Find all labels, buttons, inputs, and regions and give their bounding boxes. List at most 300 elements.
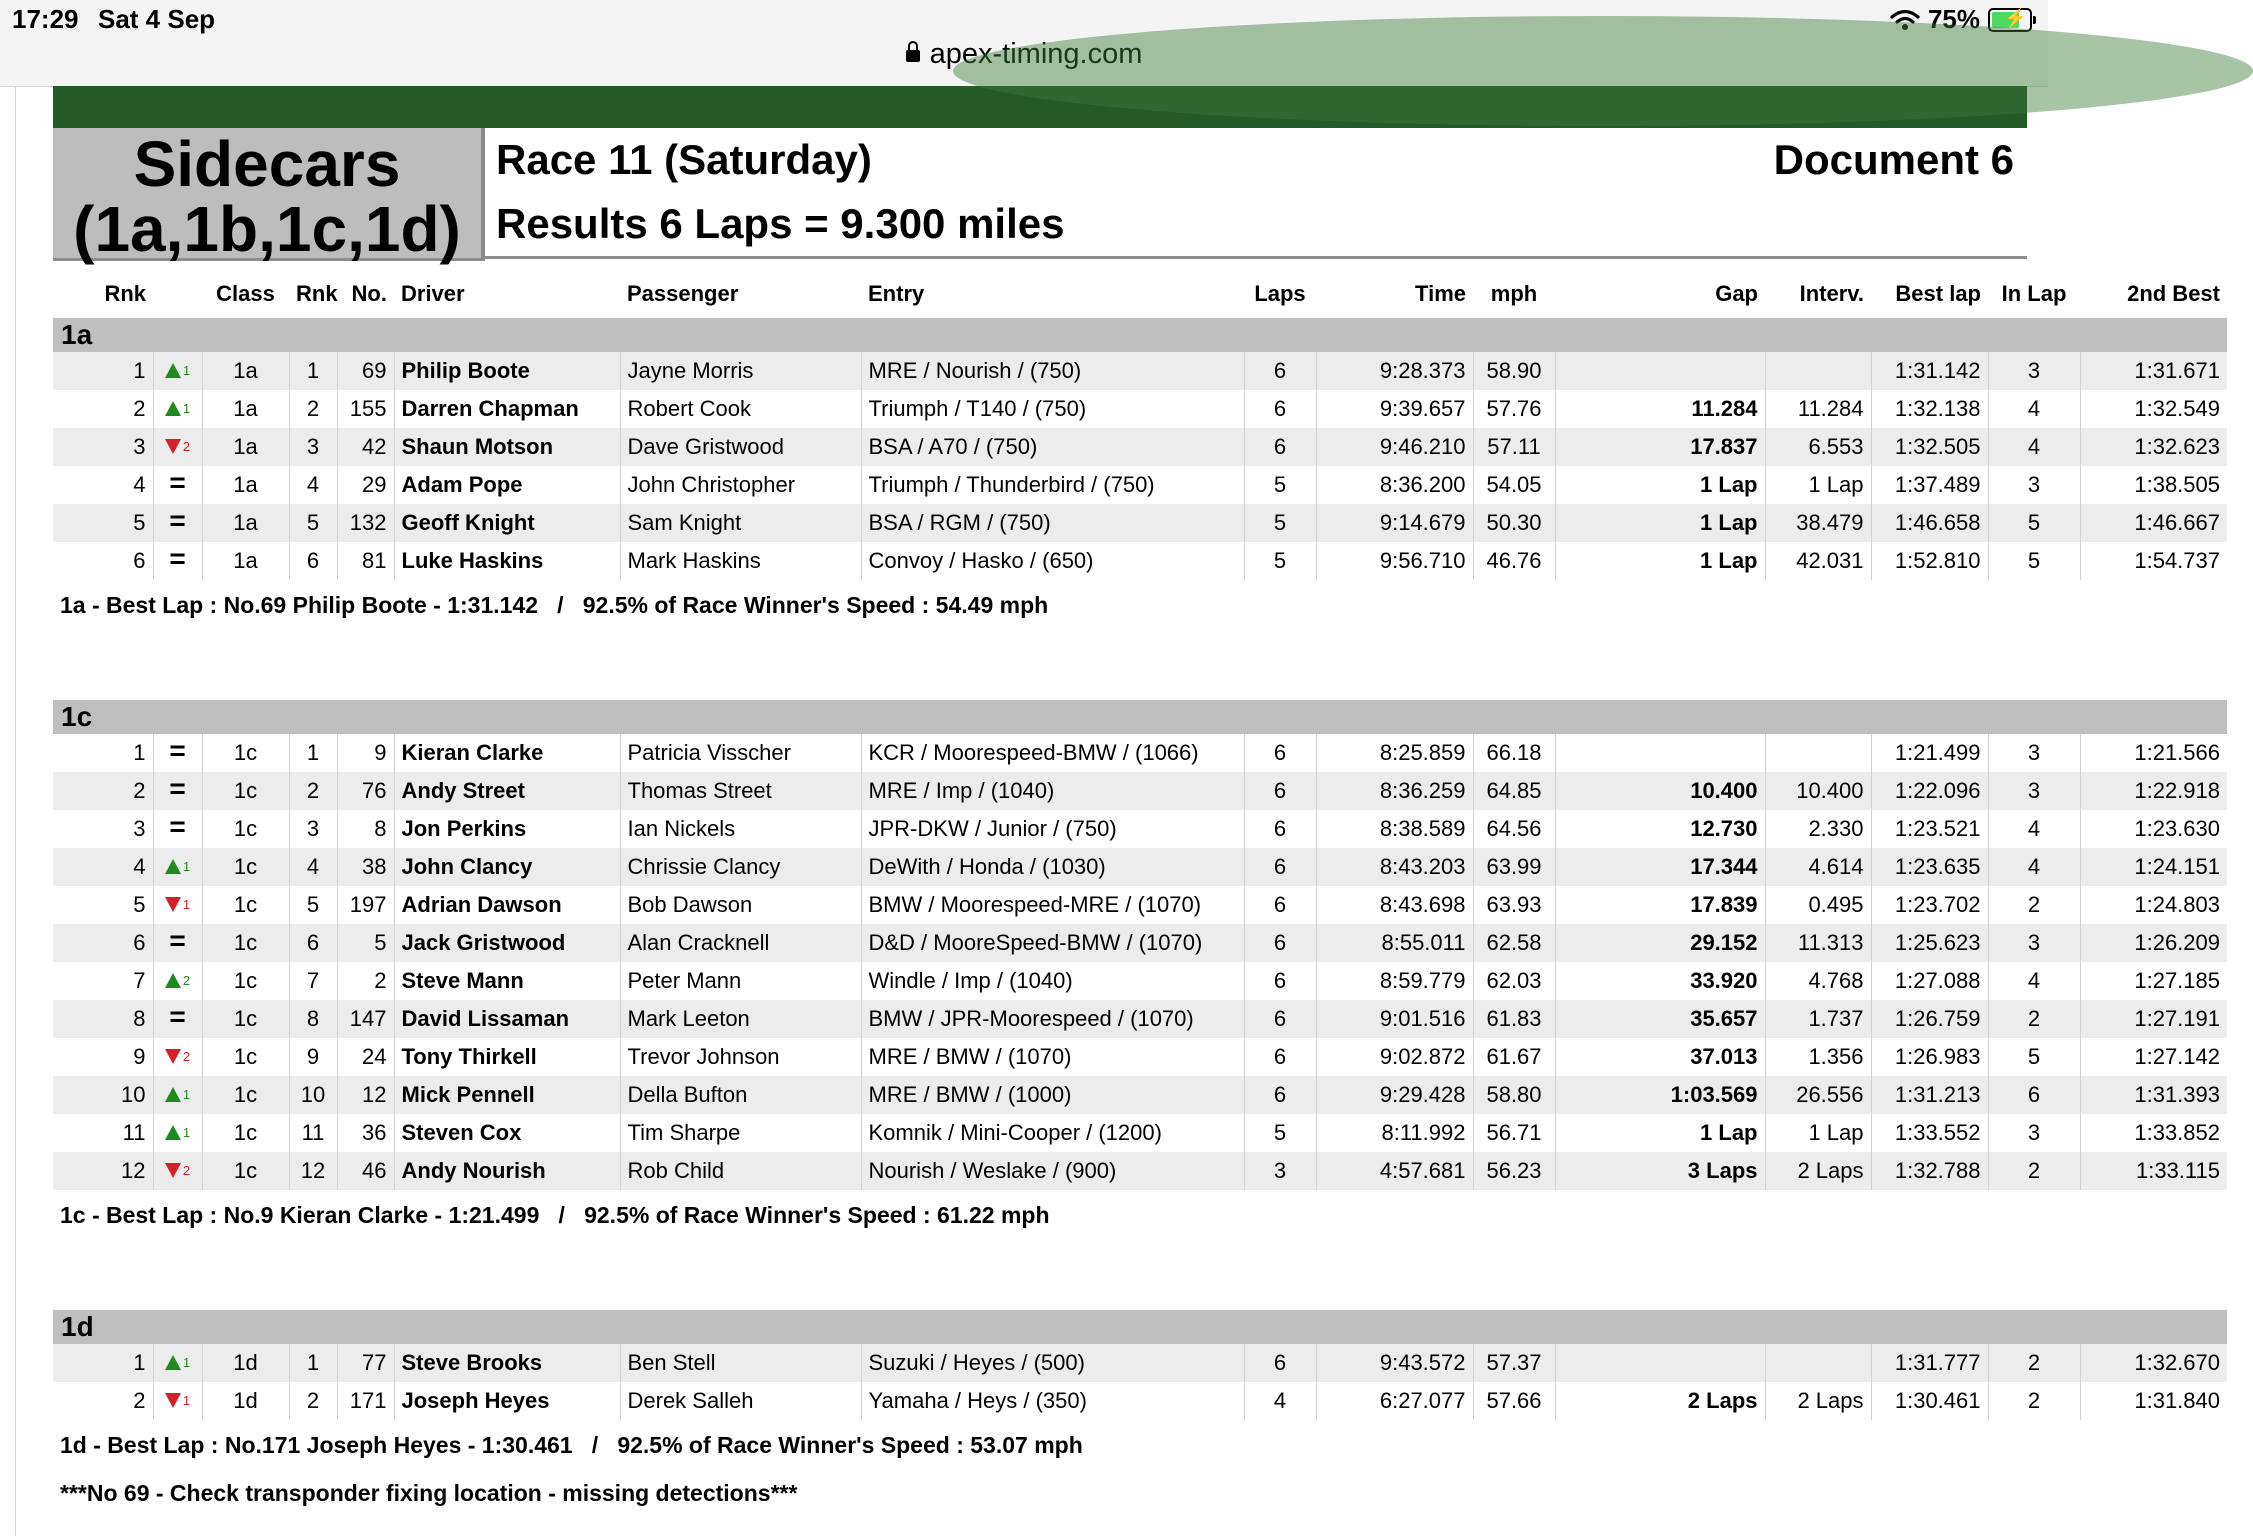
position-change xyxy=(153,810,202,848)
position-change xyxy=(153,848,202,886)
results-table xyxy=(53,270,2227,1470)
passenger-cell: Mark Haskins xyxy=(620,542,861,580)
green-banner xyxy=(53,86,2027,128)
driver-cell: Darren Chapman xyxy=(394,390,620,428)
rank-cell: 3 xyxy=(53,810,153,848)
position-change-count: 1 xyxy=(182,1087,191,1102)
interval-cell: 1.356 xyxy=(1765,1038,1871,1076)
mph-cell: 57.66 xyxy=(1473,1382,1555,1420)
position-change-indicator xyxy=(169,467,186,498)
in-lap-cell: 2 xyxy=(1988,886,2080,924)
position-change xyxy=(153,352,202,390)
driver-cell: Luke Haskins xyxy=(394,542,620,580)
passenger-cell: Bob Dawson xyxy=(620,886,861,924)
class-rank-cell: 1 xyxy=(289,1344,337,1382)
passenger-cell: Trevor Johnson xyxy=(620,1038,861,1076)
in-lap-cell: 4 xyxy=(1988,962,2080,1000)
driver-cell: Andy Street xyxy=(394,772,620,810)
arrow-up-icon xyxy=(165,1355,181,1370)
laps-cell: 6 xyxy=(1244,848,1316,886)
best-lap-cell: 1:31.777 xyxy=(1871,1344,1988,1382)
best-lap-cell: 1:32.788 xyxy=(1871,1152,1988,1190)
time-cell: 8:25.859 xyxy=(1316,734,1473,772)
gap-cell: 1 Lap xyxy=(1555,466,1765,504)
passenger-cell: Chrissie Clancy xyxy=(620,848,861,886)
time-cell: 9:02.872 xyxy=(1316,1038,1473,1076)
class-cell: 1c xyxy=(202,1038,289,1076)
class-cell: 1c xyxy=(202,1114,289,1152)
table-row xyxy=(53,924,2227,962)
mph-cell: 66.18 xyxy=(1473,734,1555,772)
laps-cell: 6 xyxy=(1244,734,1316,772)
position-change xyxy=(153,466,202,504)
in-lap-cell: 5 xyxy=(1988,1038,2080,1076)
second-best-cell: 1:33.852 xyxy=(2134,1120,2220,1145)
table-row xyxy=(53,848,2227,886)
number-cell: 76 xyxy=(337,772,394,810)
driver-cell: John Clancy xyxy=(394,848,620,886)
class-group-header xyxy=(53,318,2227,352)
rank-cell: 10 xyxy=(53,1076,153,1114)
driver-cell: David Lissaman xyxy=(394,1000,620,1038)
table-row xyxy=(53,1114,2227,1152)
laps-cell: 6 xyxy=(1244,352,1316,390)
entry-cell: KCR / Moorespeed-BMW / (1066) xyxy=(861,734,1244,772)
position-change-indicator xyxy=(165,439,190,454)
class-cell: 1c xyxy=(202,772,289,810)
entry-cell: Triumph / T140 / (750) xyxy=(861,390,1244,428)
series-title: Sidecars xyxy=(133,128,401,200)
mph-cell: 62.03 xyxy=(1473,962,1555,1000)
interval-cell: 2 Laps xyxy=(1765,1152,1871,1190)
position-change-count: 1 xyxy=(182,859,191,874)
best-lap-cell: 1:31.142 xyxy=(1871,352,1988,390)
class-rank-cell: 5 xyxy=(289,504,337,542)
position-change-indicator xyxy=(165,401,190,416)
col-in-lap: In Lap xyxy=(2001,281,2067,306)
table-header-row xyxy=(53,270,2227,318)
battery-percent: 75% xyxy=(1927,4,1980,34)
laps-cell: 3 xyxy=(1244,1152,1316,1190)
arrow-down-icon xyxy=(165,1049,181,1064)
rank-cell: 5 xyxy=(53,886,153,924)
gap-cell: 17.837 xyxy=(1555,428,1765,466)
position-change-indicator xyxy=(169,925,186,956)
entry-cell: BSA / RGM / (750) xyxy=(861,504,1244,542)
second-best-cell: 1:32.670 xyxy=(2080,1344,2227,1382)
class-best-lap-note: 1d - Best Lap : No.171 Joseph Heyes - 1:30.461 / 92.5% of Race Winner's Speed : 53.07 mph xyxy=(60,1431,1083,1458)
mph-cell: 58.80 xyxy=(1473,1076,1555,1114)
col-entry: Entry xyxy=(868,281,925,306)
gap-cell: 12.730 xyxy=(1555,810,1765,848)
class-cell: 1a xyxy=(202,466,289,504)
class-rank-cell: 9 xyxy=(289,1038,337,1076)
gap-cell: 1 Lap xyxy=(1555,504,1765,542)
in-lap-cell: 3 xyxy=(1988,352,2080,390)
rank-cell: 4 xyxy=(53,848,153,886)
group-spacer xyxy=(53,1240,2227,1310)
number-cell: 42 xyxy=(337,428,394,466)
passenger-cell: John Christopher xyxy=(620,466,861,504)
position-change-count: 1 xyxy=(182,897,191,912)
number-cell: 46 xyxy=(337,1152,394,1190)
class-cell: 1c xyxy=(202,962,289,1000)
class-rank-cell: 6 xyxy=(289,542,337,580)
in-lap-cell: 6 xyxy=(1988,1076,2080,1114)
table-row xyxy=(53,1038,2227,1076)
class-cell: 1c xyxy=(202,848,289,886)
page-edge-line xyxy=(15,86,16,1536)
time-cell: 8:55.011 xyxy=(1316,924,1473,962)
laps-cell: 6 xyxy=(1244,1344,1316,1382)
class-group-label: 1c xyxy=(53,700,2227,734)
mph-cell: 50.30 xyxy=(1473,504,1555,542)
gap-cell xyxy=(1555,734,1765,772)
time-cell: 9:43.572 xyxy=(1316,1344,1473,1382)
position-change-indicator xyxy=(165,859,190,874)
time-cell: 8:11.992 xyxy=(1316,1114,1473,1152)
entry-cell: MRE / Nourish / (750) xyxy=(861,352,1244,390)
class-rank-cell: 2 xyxy=(289,772,337,810)
interval-cell: 2.330 xyxy=(1765,810,1871,848)
rank-cell: 1 xyxy=(53,352,153,390)
best-lap-cell: 1:22.096 xyxy=(1871,772,1988,810)
interval-cell: 1.737 xyxy=(1765,1000,1871,1038)
class-cell: 1c xyxy=(202,1000,289,1038)
laps-cell: 6 xyxy=(1244,886,1316,924)
rank-cell: 5 xyxy=(53,504,153,542)
driver-cell: Steven Cox xyxy=(394,1114,620,1152)
number-cell: 132 xyxy=(337,504,394,542)
class-rank-cell: 11 xyxy=(289,1114,337,1152)
no-change-icon: = xyxy=(169,1001,186,1032)
interval-cell: 6.553 xyxy=(1765,428,1871,466)
class-cell: 1a xyxy=(202,390,289,428)
status-time: 17:29 xyxy=(12,4,79,34)
position-change xyxy=(153,542,202,580)
interval-cell: 11.313 xyxy=(1765,924,1871,962)
gap-cell: 37.013 xyxy=(1555,1038,1765,1076)
position-change xyxy=(153,1076,202,1114)
lock-icon xyxy=(906,50,920,62)
laps-cell: 4 xyxy=(1244,1382,1316,1420)
passenger-cell: Peter Mann xyxy=(620,962,861,1000)
position-change-count: 1 xyxy=(182,1355,191,1370)
table-row xyxy=(53,428,2227,466)
in-lap-cell: 5 xyxy=(1988,504,2080,542)
class-cell: 1a xyxy=(202,428,289,466)
mph-cell: 63.93 xyxy=(1473,886,1555,924)
no-change-icon: = xyxy=(169,735,186,766)
table-row xyxy=(53,1076,2227,1114)
rank-cell: 2 xyxy=(53,772,153,810)
gap-cell: 35.657 xyxy=(1555,1000,1765,1038)
mph-cell: 63.99 xyxy=(1473,848,1555,886)
position-change-indicator xyxy=(165,1087,190,1102)
class-best-lap-note-row xyxy=(53,580,2227,630)
position-change xyxy=(153,1152,202,1190)
driver-cell: Andy Nourish xyxy=(394,1152,620,1190)
class-group-label: 1a xyxy=(53,318,2227,352)
class-rank-cell: 5 xyxy=(289,886,337,924)
class-rank-cell: 8 xyxy=(289,1000,337,1038)
best-lap-cell: 1:23.521 xyxy=(1871,810,1988,848)
number-cell: 197 xyxy=(337,886,394,924)
passenger-cell: Derek Salleh xyxy=(620,1382,861,1420)
mph-cell: 57.11 xyxy=(1473,428,1555,466)
driver-cell: Jon Perkins xyxy=(394,810,620,848)
col-time: Time xyxy=(1415,281,1466,306)
laps-cell: 6 xyxy=(1244,810,1316,848)
header-divider xyxy=(485,256,2027,259)
col-class: Class xyxy=(216,281,275,306)
second-best-cell: 1:27.191 xyxy=(2080,1000,2227,1038)
laps-cell: 6 xyxy=(1244,924,1316,962)
col-second-best: 2nd Best xyxy=(2127,281,2220,306)
class-group-header xyxy=(53,1310,2227,1344)
second-best-cell: 1:24.803 xyxy=(2134,892,2220,917)
gap-cell: 1 Lap xyxy=(1555,542,1765,580)
rank-cell: 11 xyxy=(53,1114,153,1152)
mph-cell: 57.76 xyxy=(1473,390,1555,428)
number-cell: 29 xyxy=(337,466,394,504)
second-best-cell: 1:31.393 xyxy=(2080,1076,2227,1114)
passenger-cell: Tim Sharpe xyxy=(620,1114,861,1152)
table-row xyxy=(53,962,2227,1000)
second-best-cell: 1:21.566 xyxy=(2134,740,2220,765)
laps-cell: 6 xyxy=(1244,772,1316,810)
mph-cell: 64.85 xyxy=(1473,772,1555,810)
class-cell: 1a xyxy=(202,352,289,390)
in-lap-cell: 2 xyxy=(1988,1344,2080,1382)
position-change-indicator xyxy=(169,811,186,842)
number-cell: 8 xyxy=(337,810,394,848)
position-change xyxy=(153,504,202,542)
entry-cell: D&D / MooreSpeed-BMW / (1070) xyxy=(861,924,1244,962)
no-change-icon: = xyxy=(169,467,186,498)
number-cell: 171 xyxy=(337,1382,394,1420)
driver-cell: Adrian Dawson xyxy=(394,886,620,924)
table-row xyxy=(53,1382,2227,1420)
class-cell: 1c xyxy=(202,810,289,848)
driver-cell: Jack Gristwood xyxy=(394,924,620,962)
col-mph: mph xyxy=(1490,281,1538,306)
rank-cell: 2 xyxy=(53,1382,153,1420)
driver-cell: Kieran Clarke xyxy=(394,734,620,772)
class-best-lap-note-row xyxy=(53,1190,2227,1240)
entry-cell: BMW / Moorespeed-MRE / (1070) xyxy=(861,886,1244,924)
best-lap-cell: 1:25.623 xyxy=(1871,924,1988,962)
position-change-indicator xyxy=(169,505,186,536)
passenger-cell: Rob Child xyxy=(620,1152,861,1190)
interval-cell: 38.479 xyxy=(1765,504,1871,542)
position-change-count: 2 xyxy=(182,1163,191,1178)
gap-cell: 3 Laps xyxy=(1555,1152,1765,1190)
class-rank-cell: 3 xyxy=(289,810,337,848)
class-rank-cell: 1 xyxy=(289,352,337,390)
in-lap-cell: 3 xyxy=(1988,466,2080,504)
mph-cell: 56.23 xyxy=(1473,1152,1555,1190)
rank-cell: 1 xyxy=(53,734,153,772)
interval-cell: 10.400 xyxy=(1765,772,1871,810)
second-best-cell: 1:46.667 xyxy=(2080,504,2227,542)
gap-cell: 17.344 xyxy=(1555,848,1765,886)
col-rnk: Rnk xyxy=(104,281,146,306)
passenger-cell: Ben Stell xyxy=(620,1344,861,1382)
best-lap-cell: 1:23.702 xyxy=(1871,886,1988,924)
laps-cell: 5 xyxy=(1244,1114,1316,1152)
position-change xyxy=(153,962,202,1000)
position-change-count: 2 xyxy=(182,439,191,454)
driver-cell: Steve Brooks xyxy=(394,1344,620,1382)
position-change-indicator xyxy=(165,897,190,912)
second-best-cell: 1:31.840 xyxy=(2134,1388,2220,1413)
class-cell: 1c xyxy=(202,1076,289,1114)
time-cell: 8:59.779 xyxy=(1316,962,1473,1000)
best-lap-cell: 1:26.983 xyxy=(1871,1038,1988,1076)
no-change-icon: = xyxy=(169,811,186,842)
in-lap-cell: 2 xyxy=(1988,1000,2080,1038)
number-cell: 5 xyxy=(337,924,394,962)
laps-cell: 5 xyxy=(1244,504,1316,542)
class-rank-cell: 7 xyxy=(289,962,337,1000)
entry-cell: Komnik / Mini-Cooper / (1200) xyxy=(861,1114,1244,1152)
driver-cell: Mick Pennell xyxy=(394,1076,620,1114)
mph-cell: 46.76 xyxy=(1473,542,1555,580)
gap-cell: 17.839 xyxy=(1555,886,1765,924)
position-change xyxy=(153,1382,202,1420)
class-rank-cell: 1 xyxy=(289,734,337,772)
in-lap-cell: 2 xyxy=(1988,1382,2080,1420)
entry-cell: MRE / Imp / (1040) xyxy=(861,772,1244,810)
table-row xyxy=(53,466,2227,504)
position-change-count: 2 xyxy=(182,973,191,988)
number-cell: 69 xyxy=(337,352,394,390)
driver-cell: Tony Thirkell xyxy=(394,1038,620,1076)
best-lap-cell: 1:30.461 xyxy=(1871,1382,1988,1420)
arrow-up-icon xyxy=(165,1087,181,1102)
time-cell: 8:36.259 xyxy=(1316,772,1473,810)
rank-cell: 12 xyxy=(53,1152,153,1190)
second-best-cell: 1:33.115 xyxy=(2080,1152,2227,1190)
time-cell: 9:28.373 xyxy=(1316,352,1473,390)
interval-cell: 4.768 xyxy=(1765,962,1871,1000)
rank-cell: 6 xyxy=(53,542,153,580)
time-cell: 9:39.657 xyxy=(1316,390,1473,428)
no-change-icon: = xyxy=(169,925,186,956)
driver-cell: Adam Pope xyxy=(394,466,620,504)
interval-cell xyxy=(1765,1344,1871,1382)
second-best-cell: 1:27.142 xyxy=(2134,1044,2220,1069)
entry-cell: Convoy / Hasko / (650) xyxy=(861,542,1244,580)
interval-cell xyxy=(1765,734,1871,772)
position-change-indicator xyxy=(165,1393,190,1408)
interval-cell: 4.614 xyxy=(1765,848,1871,886)
time-cell: 8:36.200 xyxy=(1316,466,1473,504)
col-no: No. xyxy=(351,281,387,306)
series-title-box xyxy=(53,128,485,265)
position-change-count: 2 xyxy=(182,1049,191,1064)
table-row xyxy=(53,504,2227,542)
class-best-lap-note: 1c - Best Lap : No.9 Kieran Clarke - 1:21.499 / 92.5% of Race Winner's Speed : 61.22 mph xyxy=(60,1201,1050,1228)
entry-cell: MRE / BMW / (1000) xyxy=(861,1076,1244,1114)
position-change-indicator xyxy=(165,1125,190,1140)
entry-cell: Windle / Imp / (1040) xyxy=(861,962,1244,1000)
position-change-count: 1 xyxy=(182,1393,191,1408)
class-cell: 1a xyxy=(202,542,289,580)
interval-cell: 11.284 xyxy=(1765,390,1871,428)
mph-cell: 61.83 xyxy=(1473,1000,1555,1038)
driver-cell: Geoff Knight xyxy=(394,504,620,542)
second-best-cell: 1:26.209 xyxy=(2080,924,2227,962)
class-cell: 1c xyxy=(202,924,289,962)
second-best-cell: 1:22.918 xyxy=(2080,772,2227,810)
rank-cell: 4 xyxy=(53,466,153,504)
number-cell: 81 xyxy=(337,542,394,580)
arrow-down-icon xyxy=(165,1393,181,1408)
in-lap-cell: 3 xyxy=(1988,1114,2080,1152)
time-cell: 6:27.077 xyxy=(1316,1382,1473,1420)
best-lap-cell: 1:26.759 xyxy=(1871,1000,1988,1038)
driver-cell: Steve Mann xyxy=(394,962,620,1000)
mph-cell: 56.71 xyxy=(1473,1114,1555,1152)
no-change-icon: = xyxy=(169,505,186,536)
rank-cell: 6 xyxy=(53,924,153,962)
in-lap-cell: 4 xyxy=(1988,810,2080,848)
table-row xyxy=(53,886,2227,924)
class-rank-cell: 3 xyxy=(289,428,337,466)
mph-cell: 62.58 xyxy=(1473,924,1555,962)
race-results-summary: Results 6 Laps = 9.300 miles xyxy=(496,200,1065,247)
gap-cell: 1 Lap xyxy=(1555,1114,1765,1152)
class-cell: 1c xyxy=(202,734,289,772)
best-lap-cell: 1:23.635 xyxy=(1871,848,1988,886)
position-change xyxy=(153,886,202,924)
interval-cell: 2 Laps xyxy=(1765,1382,1871,1420)
class-group-header xyxy=(53,700,2227,734)
time-cell: 8:43.203 xyxy=(1316,848,1473,886)
passenger-cell: Ian Nickels xyxy=(620,810,861,848)
table-row xyxy=(53,542,2227,580)
position-change-indicator xyxy=(165,363,190,378)
interval-cell: 26.556 xyxy=(1765,1076,1871,1114)
arrow-up-icon xyxy=(165,859,181,874)
laps-cell: 6 xyxy=(1244,1000,1316,1038)
table-row xyxy=(53,734,2227,772)
class-rank-cell: 4 xyxy=(289,848,337,886)
entry-cell: Triumph / Thunderbird / (750) xyxy=(861,466,1244,504)
mph-cell: 54.05 xyxy=(1473,466,1555,504)
best-lap-cell: 1:32.138 xyxy=(1871,390,1988,428)
laps-cell: 5 xyxy=(1244,542,1316,580)
number-cell: 38 xyxy=(337,848,394,886)
interval-cell: 0.495 xyxy=(1765,886,1871,924)
number-cell: 24 xyxy=(337,1038,394,1076)
document-label: Document 6 xyxy=(1773,136,2014,183)
position-change-indicator xyxy=(169,1001,186,1032)
mph-cell: 57.37 xyxy=(1473,1344,1555,1382)
rank-cell: 1 xyxy=(53,1344,153,1382)
second-best-cell: 1:24.151 xyxy=(2080,848,2227,886)
position-change xyxy=(153,734,202,772)
class-rank-cell: 2 xyxy=(289,390,337,428)
rank-cell: 3 xyxy=(53,428,153,466)
time-cell: 9:29.428 xyxy=(1316,1076,1473,1114)
second-best-cell: 1:32.549 xyxy=(2134,396,2220,421)
url-text: apex-timing.com xyxy=(929,38,1143,70)
second-best-cell: 1:54.737 xyxy=(2134,548,2220,573)
passenger-cell: Robert Cook xyxy=(620,390,861,428)
